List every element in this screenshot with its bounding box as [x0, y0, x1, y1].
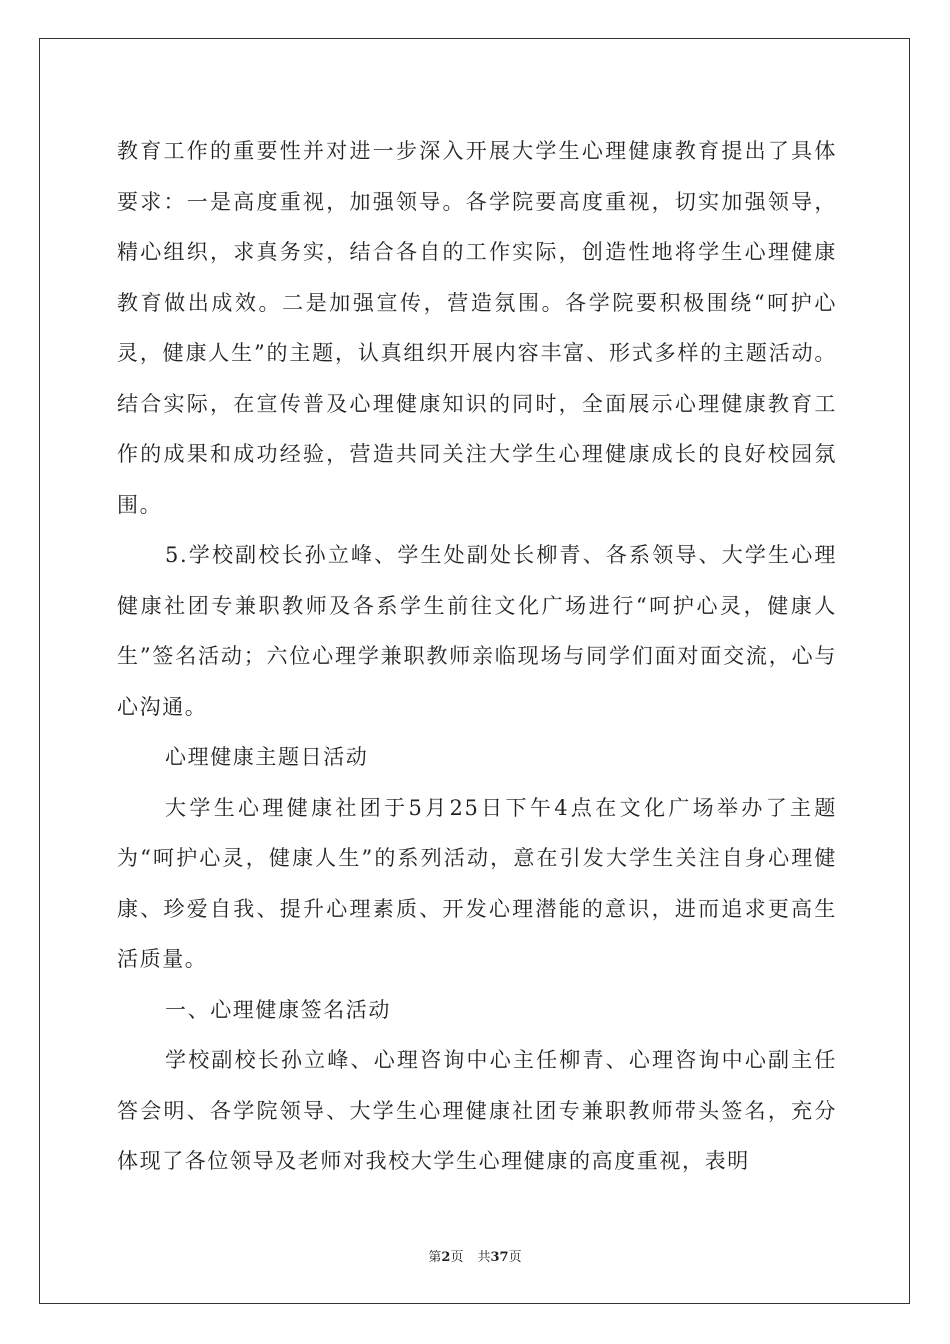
paragraph-2: 5.学校副校长孙立峰、学生处副处长柳青、各系领导、大学生心理健康社团专兼职教师及各系学生前往文化广场进行“呵护心灵，健康人生”签名活动；六位心理学兼职教师亲临现场与同学们面对面交流，心与心沟通。: [117, 543, 837, 719]
page-footer: [0, 1246, 950, 1265]
paragraph-4: 学校副校长孙立峰、心理咨询中心主任柳青、心理咨询中心副主任答会明、各学院领导、大学生心理健康社团专兼职教师带头签名，充分体现了各位领导及老师对我校大学生心理健康的高度重视，表明: [117, 1048, 837, 1173]
page-suffix: 页: [450, 1250, 464, 1265]
document-body: [117, 126, 837, 1187]
paragraph-3: 大学生心理健康社团于5月25日下午4点在文化广场举办了主题为“呵护心灵，健康人生”的系列活动，意在引发大学生关注自身心理健康、珍爱自我、提升心理素质、开发心理潜能的意识，进而追求更高生活质量。: [117, 795, 837, 971]
page-prefix: 第: [428, 1250, 442, 1265]
total-suffix: 页: [508, 1250, 522, 1265]
page-current: 2: [441, 1250, 451, 1265]
section-heading-theme-day: 心理健康主题日活动: [165, 745, 369, 769]
page-total: 37: [490, 1250, 509, 1265]
section-heading-signature-activity: 一、心理健康签名活动: [165, 997, 391, 1022]
total-prefix: 共: [477, 1250, 491, 1265]
paragraph-1: 教育工作的重要性并对进一步深入开展大学生心理健康教育提出了具体要求：一是高度重视，加强领导。各学院要高度重视，切实加强领导，精心组织，求真务实，结合各自的工作实际，创造性地将学生心理健康教育做出成效。二是加强宣传，营造氛围。各学院要积极围绕“呵护心灵，健康人生”的主题，认真组织开展内容丰富、形式多样的主题活动。结合实际，在宣传普及心理健康知识的同时，全面展示心理健康教育工作的成果和成功经验，营造共同关注大学生心理健康成长的良好校园氛围。: [117, 139, 837, 517]
